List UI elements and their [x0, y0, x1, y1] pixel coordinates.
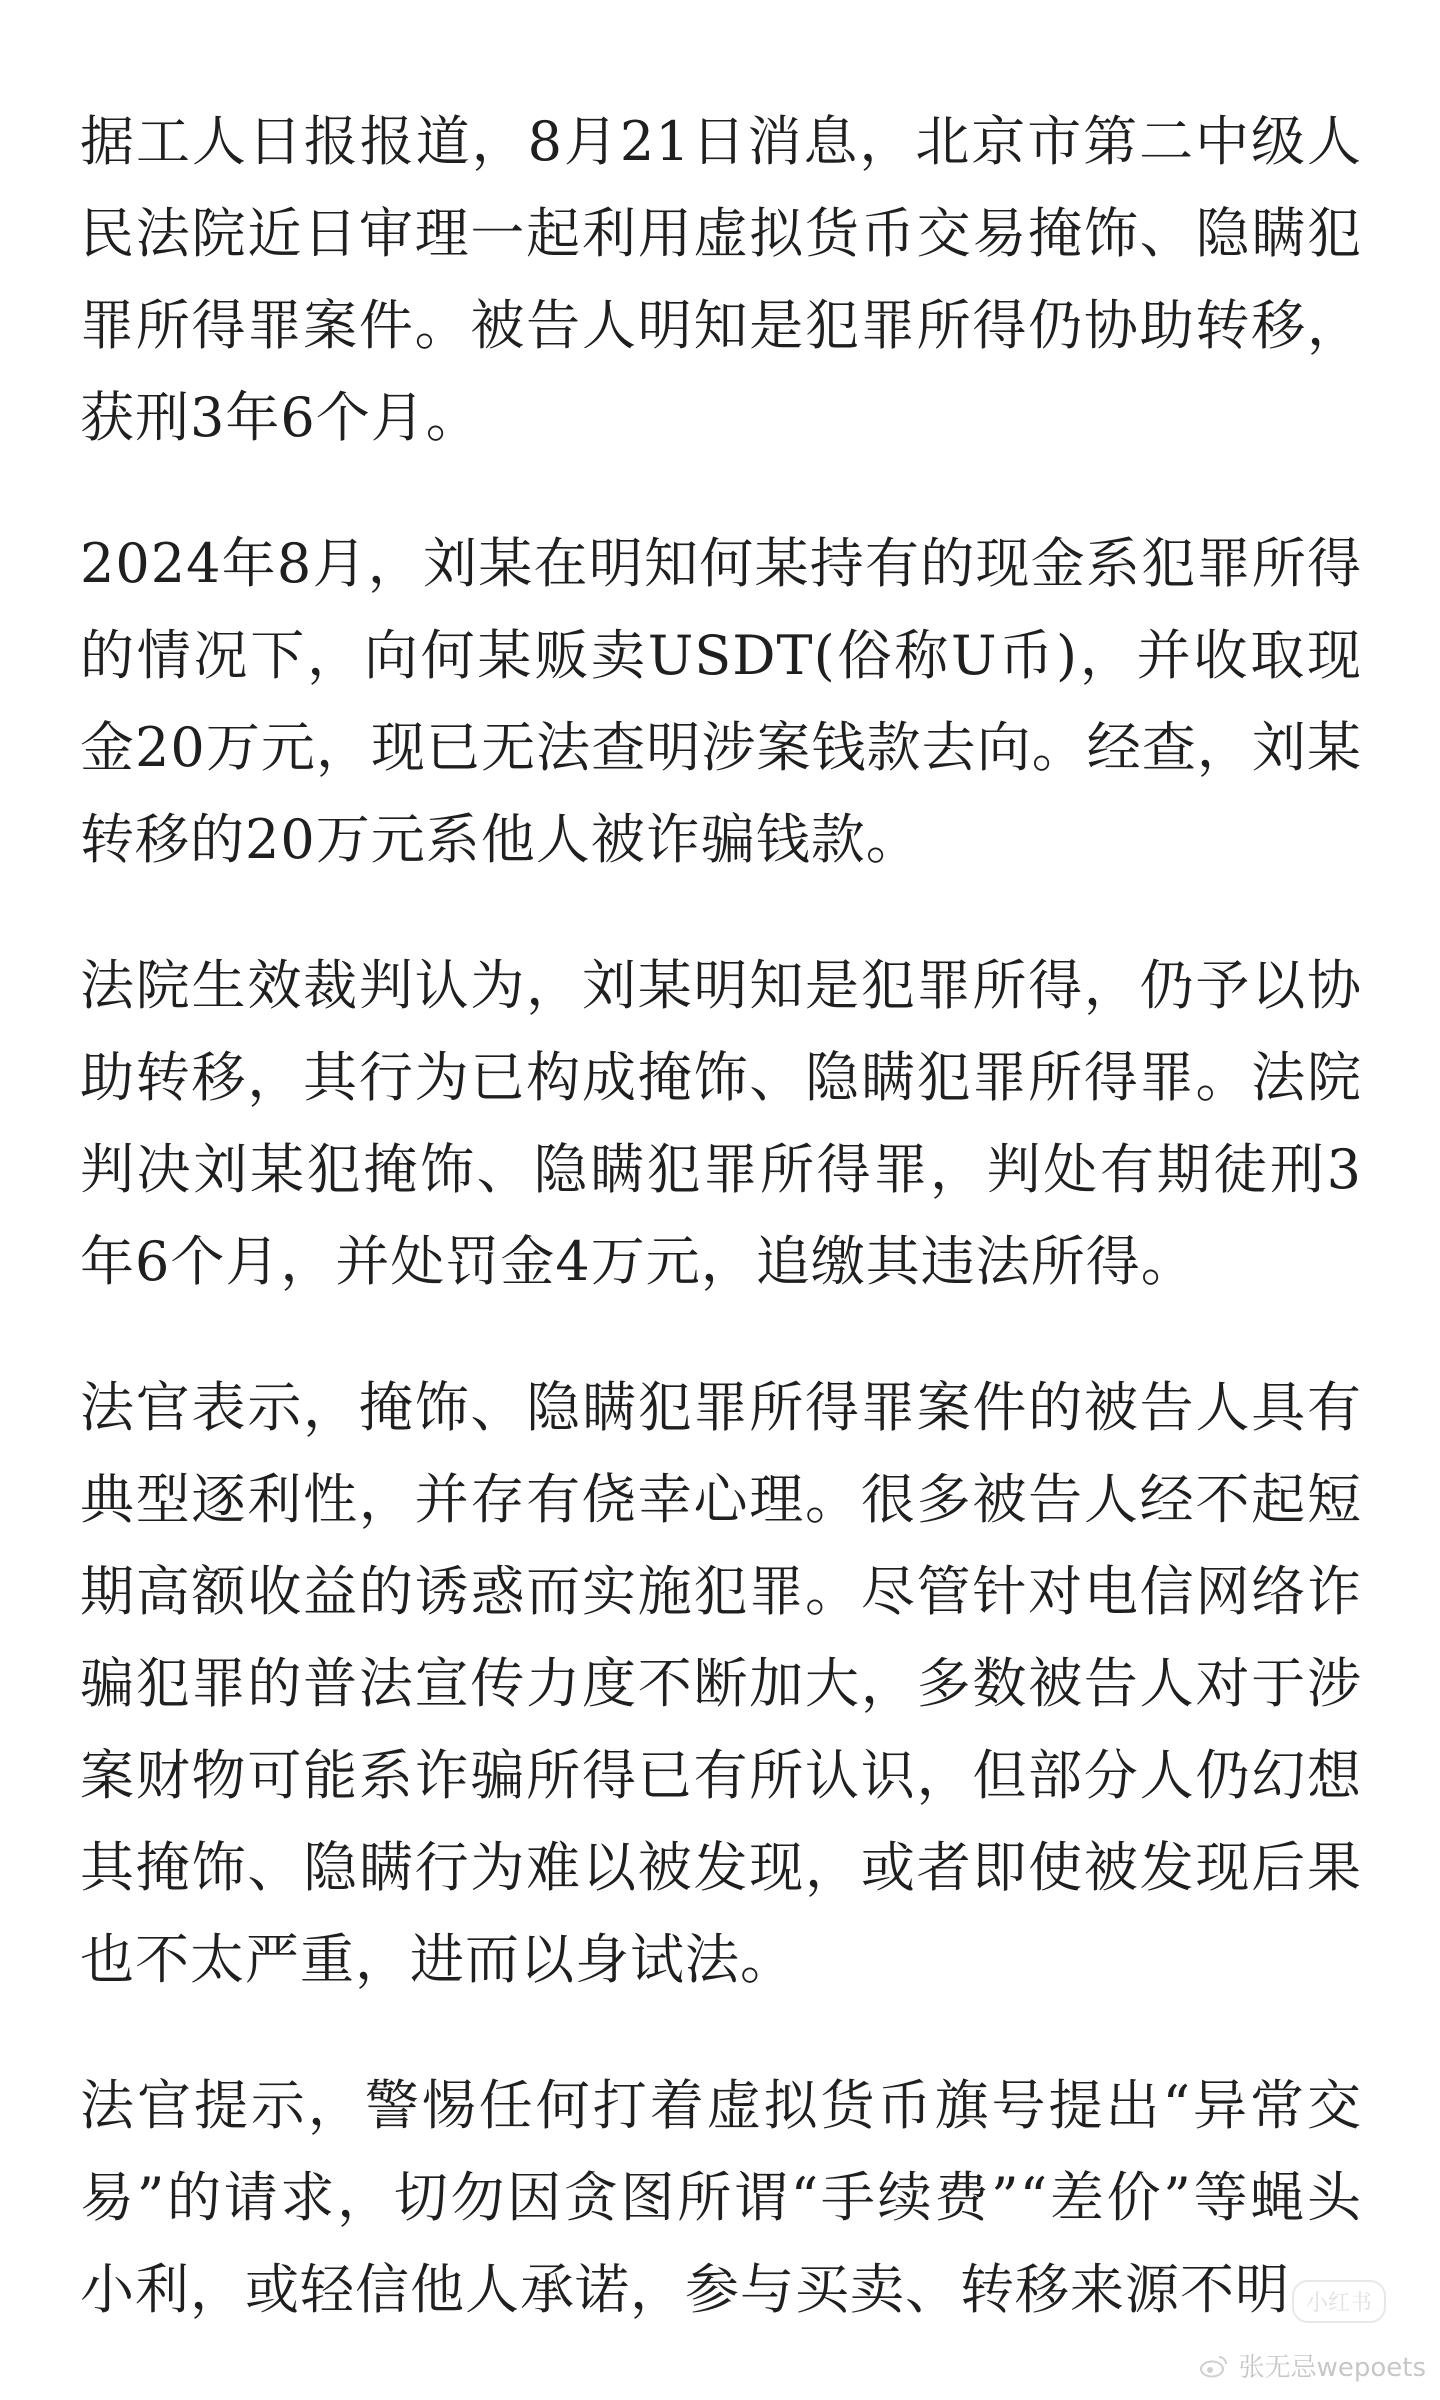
weibo-icon	[1199, 2354, 1229, 2378]
article-paragraph: 法官提示，警惕任何打着虚拟货币旗号提出“异常交易”的请求，切勿因贪图所谓“手续费”“差价”等蝇头小利，或轻信他人承诺，参与买卖、转移来源不明	[80, 2074, 1362, 2321]
watermark-logo: 小红书	[1292, 2280, 1386, 2323]
article-paragraph: 法官表示，掩饰、隐瞒犯罪所得罪案件的被告人具有典型逐利性，并存有侥幸心理。很多被告人经不起短期高额收益的诱惑而实施犯罪。尽管针对电信网络诈骗犯罪的普法宣传力度不断加大，多数被告人对于涉案财物可能系诈骗所得已有所认识，但部分人仍幻想其掩饰、隐瞒行为难以被发现，或者即使被发现后果也不太严重，进而以身试法。	[80, 1376, 1362, 1991]
article-paragraph: 据工人日报报道，8月21日消息，北京市第二中级人民法院近日审理一起利用虚拟货币交易掩饰、隐瞒犯罪所得罪案件。被告人明知是犯罪所得仍协助转移，获刑3年6个月。	[80, 110, 1362, 449]
article-paragraph: 法院生效裁判认为，刘某明知是犯罪所得，仍予以协助转移，其行为已构成掩饰、隐瞒犯罪所得罪。法院判决刘某犯掩饰、隐瞒犯罪所得罪，判处有期徒刑3年6个月，并处罚金4万元，追缴其违法所得。	[80, 954, 1362, 1293]
watermark	[1126, 2280, 1426, 2390]
article-paragraph: 2024年8月，刘某在明知何某持有的现金系犯罪所得的情况下，向何某贩卖USDT(俗称U币)，并收取现金20万元，现已无法查明涉案钱款去向。经查，刘某转移的20万元系他人被诈骗钱款。	[80, 532, 1362, 871]
watermark-account	[1199, 2347, 1426, 2384]
watermark-account-text: 张无忌wepoets	[1238, 2353, 1426, 2383]
article-body	[80, 96, 1362, 2390]
